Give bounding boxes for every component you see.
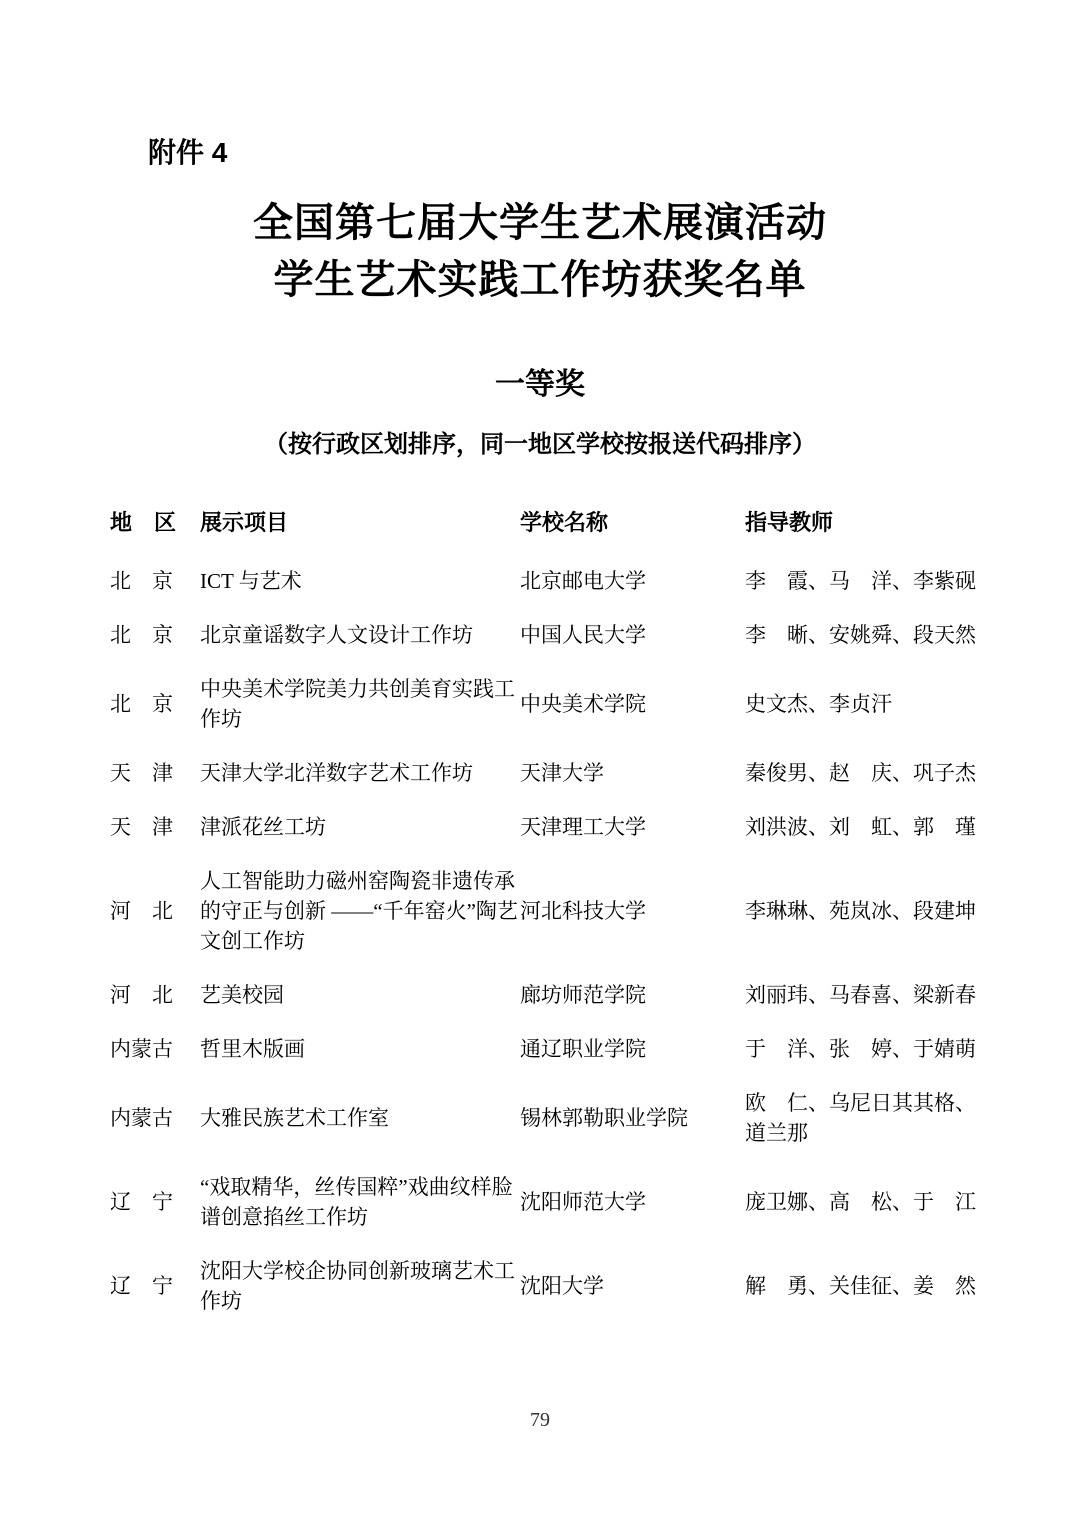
cell-region: 天 津 <box>110 761 173 785</box>
cell-project: ICT 与艺术 <box>200 569 302 593</box>
cell-school: 锡林郭勒职业学院 <box>520 1106 688 1130</box>
cell-teachers: 庞卫娜、高 松、于 江 <box>745 1190 976 1214</box>
cell-project: 沈阳大学校企协同创新玻璃艺术工作坊 <box>200 1259 515 1313</box>
cell-teachers: 于 洋、张 婷、于婧萌 <box>745 1037 976 1061</box>
cell-school: 天津大学 <box>520 761 604 785</box>
cell-region: 天 津 <box>110 815 173 839</box>
cell-region: 辽 宁 <box>110 1190 173 1214</box>
cell-region: 北 京 <box>110 623 173 647</box>
cell-teachers: 解 勇、关佳征、姜 然 <box>745 1274 976 1298</box>
cell-project: 天津大学北洋数字艺术工作坊 <box>200 761 473 785</box>
cell-region: 内蒙古 <box>110 1037 173 1061</box>
cell-project: 大雅民族艺术工作室 <box>200 1106 389 1130</box>
cell-region: 北 京 <box>110 692 173 716</box>
table-row <box>110 1256 985 1316</box>
cell-school: 通辽职业学院 <box>520 1037 646 1061</box>
cell-project: 北京童谣数字人文设计工作坊 <box>200 623 473 647</box>
cell-teachers: 刘丽玮、马春喜、梁新春 <box>745 983 976 1007</box>
cell-school: 沈阳大学 <box>520 1274 604 1298</box>
cell-project: 中央美术学院美力共创美育实践工作坊 <box>200 677 515 731</box>
attachment-label: 附件 4 <box>148 137 228 168</box>
document-title-line-1: 全国第七届大学生艺术展演活动 <box>253 200 827 245</box>
table-row <box>110 566 985 596</box>
cell-region: 内蒙古 <box>110 1106 173 1130</box>
cell-region: 河 北 <box>110 899 173 923</box>
cell-teachers: 李 霞、马 洋、李紫砚 <box>745 569 976 593</box>
cell-project: 艺美校园 <box>200 983 284 1007</box>
cell-school: 中国人民大学 <box>520 623 646 647</box>
table-row <box>110 674 985 734</box>
cell-school: 河北科技大学 <box>520 899 646 923</box>
page-number: 79 <box>530 1409 550 1431</box>
document-title <box>0 194 1080 308</box>
table-row <box>110 1034 985 1064</box>
column-header-school: 学校名称 <box>520 510 609 535</box>
cell-project: 哲里木版画 <box>200 1037 305 1061</box>
cell-project: 津派花丝工坊 <box>200 815 326 839</box>
sort-order-note: （按行政区划排序，同一地区学校按报送代码排序） <box>264 431 816 458</box>
cell-school: 廊坊师范学院 <box>520 983 646 1007</box>
table-row <box>110 812 985 842</box>
table-row <box>110 866 985 956</box>
cell-school: 中央美术学院 <box>520 692 646 716</box>
cell-teachers: 李琳琳、苑岚冰、段建坤 <box>745 899 976 923</box>
cell-project: “戏取精华，丝传国粹”戏曲纹样脸谱创意掐丝工作坊 <box>200 1175 513 1229</box>
cell-region: 北 京 <box>110 569 173 593</box>
cell-school: 天津理工大学 <box>520 815 646 839</box>
table-row <box>110 620 985 650</box>
table-row <box>110 1088 985 1148</box>
cell-region: 河 北 <box>110 983 173 1007</box>
table-body <box>110 566 985 1316</box>
column-header-region: 地 区 <box>110 510 177 535</box>
cell-teachers: 史文杰、李贞汗 <box>745 692 892 716</box>
column-header-project: 展示项目 <box>200 510 289 535</box>
document-title-line-2: 学生艺术实践工作坊获奖名单 <box>273 257 807 302</box>
cell-teachers: 欧 仁、乌尼日其其格、道兰那 <box>745 1091 976 1145</box>
cell-school: 北京邮电大学 <box>520 569 646 593</box>
table-row <box>110 758 985 788</box>
cell-project: 人工智能助力磁州窑陶瓷非遗传承的守正与创新 ——“千年窑火”陶艺文创工作坊 <box>200 869 518 953</box>
cell-teachers: 李 晰、安姚舜、段天然 <box>745 623 976 647</box>
cell-school: 沈阳师范大学 <box>520 1190 646 1214</box>
cell-teachers: 刘洪波、刘 虹、郭 瑾 <box>745 815 976 839</box>
table-row <box>110 1172 985 1232</box>
award-table <box>110 508 985 1316</box>
table-header-row <box>110 508 985 538</box>
cell-region: 辽 宁 <box>110 1274 173 1298</box>
award-level-heading: 一等奖 <box>495 368 585 401</box>
column-header-teachers: 指导教师 <box>745 510 834 535</box>
cell-teachers: 秦俊男、赵 庆、巩子杰 <box>745 761 976 785</box>
table-row <box>110 980 985 1010</box>
